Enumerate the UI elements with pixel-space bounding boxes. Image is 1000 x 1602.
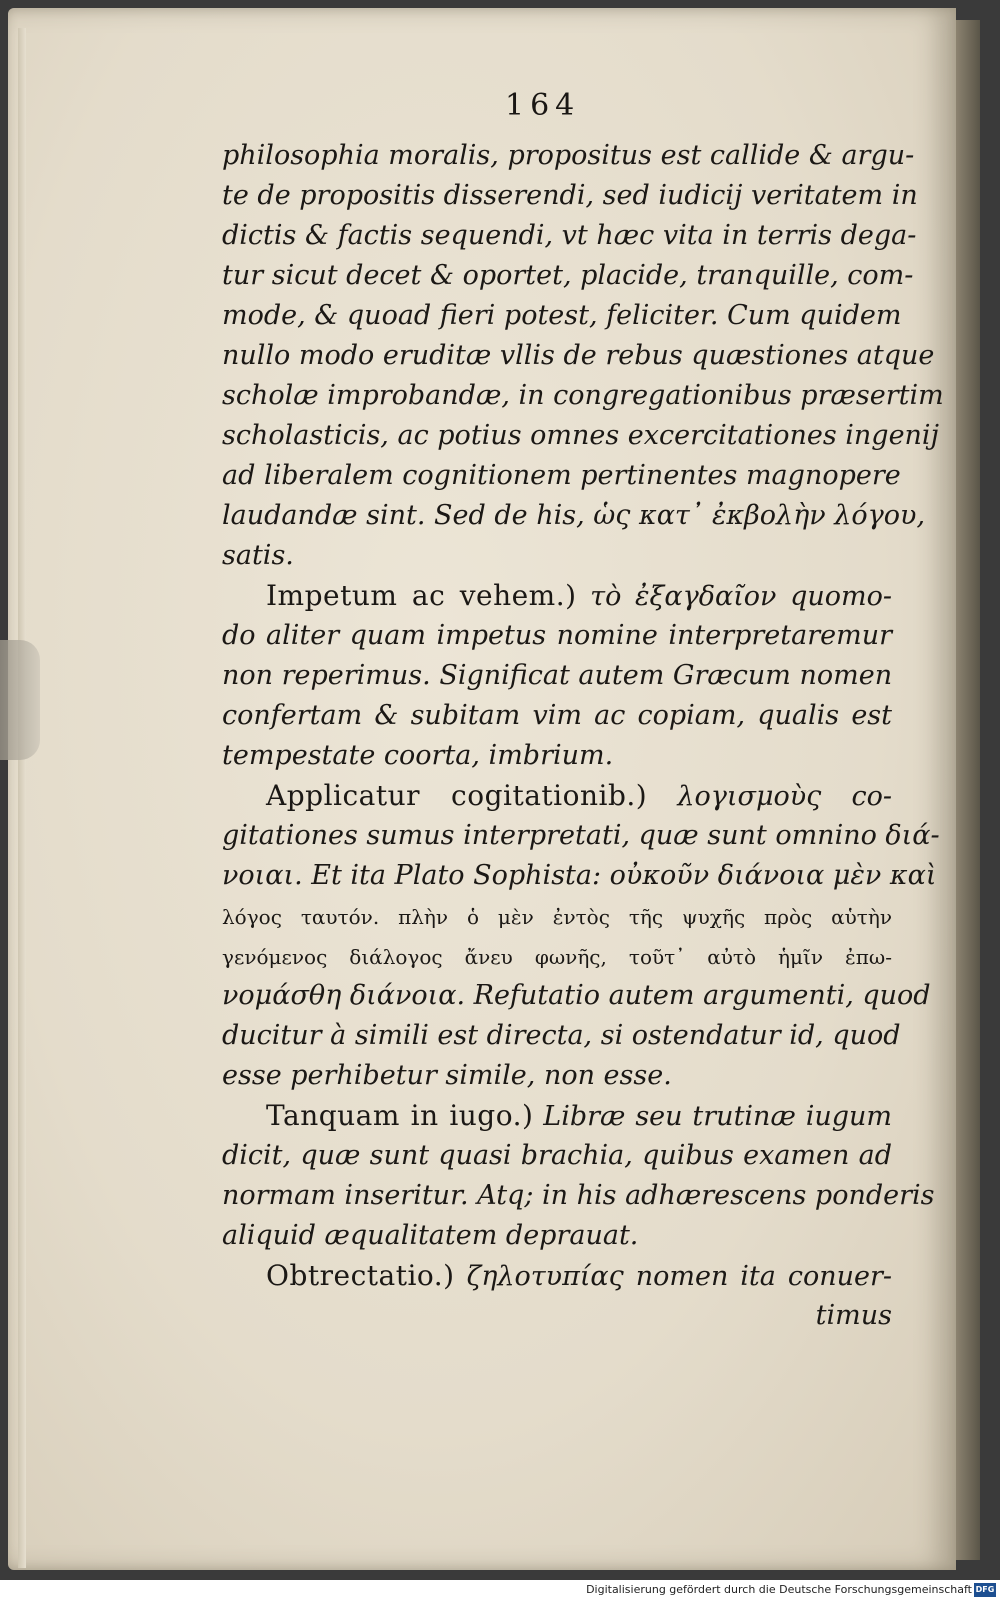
lemma: Obtrectatio.) [266,1259,455,1292]
text-line: do aliter quam impetus nomine interpretaremur [222,620,892,651]
text-line: gitationes sumus interpretati, quæ sunt omnino διά- [222,820,940,851]
text-line: scholasticis, ac potius omnes excercitationes ingenij [222,420,939,451]
text-line: confertam & subitam vim ac copiam, qualis est [222,700,892,731]
text-line: scholæ improbandæ, in congregationibus præsertim [222,380,944,411]
lemma-line: Obtrectatio.) ζηλοτυπίας nomen ita conuer- [266,1259,892,1292]
text-line: ad liberalem cognitionem pertinentes magnopere [222,460,901,491]
text-line: laudandæ sint. Sed de his, ὡς κατ᾽ ἐκβολὴν λόγου, [222,500,926,531]
text-line: tur sicut decet & oportet, placide, tranquille, com- [222,260,914,291]
text-line: philosophia moralis, propositus est callide & argu- [222,140,915,171]
page-clip [0,640,40,760]
page-edge [18,28,26,1568]
lemma: Tanquam in iugo.) [266,1099,534,1132]
dfg-logo: DFG [974,1583,996,1597]
greek-line: νοιαι. Et ita Plato Sophista: οὐκοῦν διάνοια μὲν καὶ [222,860,937,891]
text-line: satis. [222,540,294,571]
text-line: non reperimus. Significat autem Græcum nomen [222,660,893,691]
catchword: timus [815,1300,892,1331]
text-line: dicit, quæ sunt quasi brachia, quibus examen ad [222,1140,892,1171]
text-line: normam inseritur. Atq; in his adhærescens ponderis [222,1180,935,1211]
lemma-line: Applicatur cogitationib.) λογισμοὺς co- [266,779,892,812]
text-line: aliquid æqualitatem deprauat. [222,1220,639,1251]
lemma-line: Tanquam in iugo.) Libræ seu trutinæ iugum [266,1099,892,1132]
lemma: Applicatur cogitationib.) [266,779,648,812]
footer-credit: Digitalisierung gefördert durch die Deutsche Forschungsgemeinschaft [586,1583,972,1596]
text-line: tempestate coorta, imbrium. [222,740,614,771]
text-line: esse perhibetur simile, non esse. [222,1060,672,1091]
greek-line: λόγος ταυτόν. πλὴν ὁ μὲν ἐντὸς τῆς ψυχῆς πρὸς αὑτὴν [222,905,892,929]
text-line: mode, & quoad fieri potest, feliciter. Cum quidem [222,300,902,331]
lemma-line: Impetum ac vehem.) τὸ ἐξαγδαῖον quomo- [266,579,892,612]
text-line: nullo modo eruditæ vllis de rebus quæstiones atque [222,340,935,371]
lemma: Impetum ac vehem.) [266,579,577,612]
text-line: te de propositis disserendi, sed iudicij veritatem in [222,180,918,211]
text-line: dictis & factis sequendi, vt hæc vita in terris dega- [222,220,917,251]
greek-line: γενόμενος διάλογος ἄνευ φωνῆς, τοῦτ᾽ αὐτὸ ἡμῖν ἐπω- [222,945,892,969]
page-number: 164 [505,88,581,123]
text-line: νομάσθη διάνοια. Refutatio autem argumenti, quod [222,980,931,1011]
footer-bar [0,1580,1000,1602]
body-text [222,136,944,1336]
text-line: ducitur à simili est directa, si ostendatur id, quod [222,1020,901,1051]
